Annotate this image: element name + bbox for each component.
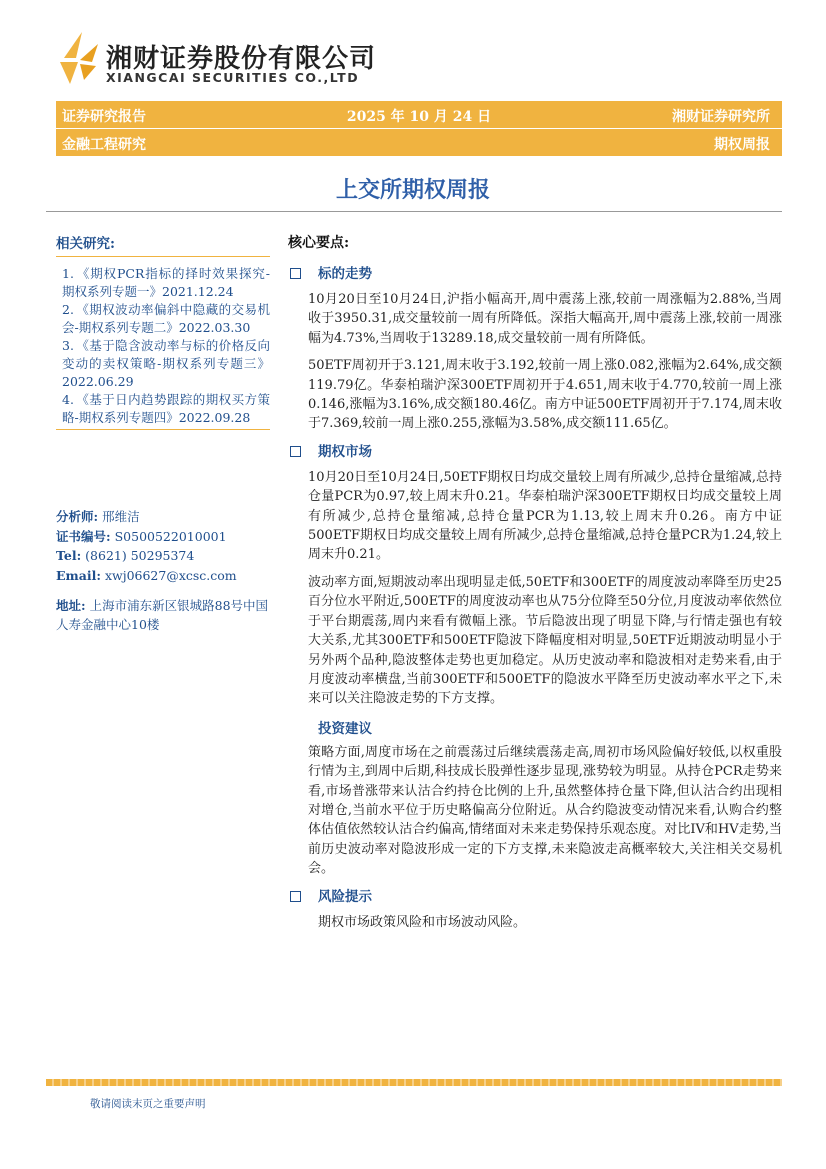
sidebar bbox=[56, 232, 270, 430]
report-field: 金融工程研究 bbox=[62, 137, 146, 153]
related-item[interactable]: 1. 《期权PCR指标的择时效果探究-期权系列专题一》2021.12.24 bbox=[62, 266, 270, 299]
report-header-bar bbox=[56, 101, 782, 128]
related-divider bbox=[56, 429, 270, 430]
subsection-heading: 投资建议 bbox=[318, 720, 372, 737]
analyst-label: 分析师: bbox=[56, 509, 99, 524]
checkbox-bullet-icon bbox=[290, 268, 301, 279]
related-item[interactable]: 4. 《基于日内趋势跟踪的期权买方策略-期权系列专题四》2022.09.28 bbox=[62, 392, 270, 425]
paragraph: 期权市场政策风险和市场波动风险。 bbox=[318, 914, 527, 930]
address-label: 地址: bbox=[56, 598, 86, 613]
address-text: 上海市浦东新区银城路88号中国人寿金融中心10楼 bbox=[56, 598, 269, 632]
footer-bar bbox=[46, 1079, 782, 1086]
report-date: 2025 年 10 月 24 日 bbox=[346, 109, 492, 125]
checkbox-bullet-icon bbox=[290, 891, 301, 902]
page-title: 上交所期权周报 bbox=[335, 178, 490, 203]
paragraph: 50ETF周初开于3.121,周末收于3.192,较前一周上涨0.082,涨幅为2.64%,成交额119.79亿。华泰柏瑞沪深300ETF周初开于4.651,周末收于4.770,较前一周上涨0.146,涨幅为3.16%,成交额180.46亿。南方中证500ETF周初开于7.174,周末收于7.369,较前一周上涨0.255,涨幅为3.58%,成交额111.65亿。 bbox=[308, 358, 782, 432]
paragraph: 波动率方面,短期波动率出现明显走低,50ETF和300ETF的周度波动率降至历史25百分位水平附近,500ETF的周度波动率也从75分位降至50分位,月度波动率依然位于平台期震荡,周内来看有微幅上涨。节后隐波出现了明显下降,与行情走强也有较大关系,尤其300ETF和500ETF隐波下降幅度相对明显,50ETF近期波动明显小于另外两个品种,隐波整体走势也更加稳定。从历史波动率和隐波相对走势来看,由于月度波动率横盘,当前300ETF和500ETF的隐波水平降至历史波动率水平之下,未来可以关注隐波走势的下方支撑。 bbox=[308, 574, 782, 707]
title-divider bbox=[46, 211, 782, 212]
address bbox=[56, 596, 270, 634]
report-category-bar bbox=[56, 129, 782, 156]
company-name-cn: 湘财证券股份有限公司 bbox=[106, 44, 377, 74]
paragraph: 10月20日至10月24日,沪指小幅高开,周中震荡上涨,较前一周涨幅为2.88%,当周收于3950.31,成交量较前一周有所降低。深指大幅高开,周中震荡上涨,较前一周涨幅为4.73%,当周收于13289.18,成交量较前一周有所降低。 bbox=[308, 292, 782, 346]
research-institute: 湘财证券研究所 bbox=[672, 109, 770, 125]
company-name-en: XIANGCAI SECURITIES CO.,LTD bbox=[106, 70, 360, 85]
section-heading: 期权市场 bbox=[288, 442, 782, 462]
footer-disclaimer: 敬请阅读末页之重要声明 bbox=[90, 1098, 206, 1110]
related-item[interactable]: 3. 《基于隐含波动率与标的价格反向变动的卖权策略-期权系列专题三》 2022.06.29 bbox=[62, 338, 270, 389]
cert-number: S0500522010001 bbox=[114, 528, 227, 544]
related-research-list bbox=[56, 265, 270, 427]
tel-number: (8621) 50295374 bbox=[85, 548, 195, 563]
email-link[interactable]: xwj06627@xcsc.com bbox=[104, 567, 237, 583]
core-points-heading: 核心要点: bbox=[288, 235, 350, 251]
email-label: Email: bbox=[56, 567, 101, 583]
analyst-info bbox=[56, 507, 270, 585]
analyst-name: 邢维洁 bbox=[102, 509, 140, 524]
company-logo-icon bbox=[56, 32, 100, 84]
section-heading: 标的走势 bbox=[288, 264, 782, 284]
report-type: 证券研究报告 bbox=[62, 109, 146, 125]
paragraph: 10月20日至10月24日,50ETF期权日均成交量较上周有所减少,总持仓量缩减,总持仓量PCR为0.97,较上周末升0.21。华泰柏瑞沪深300ETF期权日均成交量较上周有所减少,总持仓量缩减,总持仓量PCR为1.13,较上周末升0.26。南方中证500ETF期权日均成交量较上周有所减少,总持仓量缩减,总持仓量PCR为1.24,较上周末升0.21。 bbox=[308, 469, 782, 563]
checkbox-bullet-icon bbox=[290, 446, 301, 457]
tel-label: Tel: bbox=[56, 548, 82, 563]
report-series: 期权周报 bbox=[714, 137, 770, 153]
main-content bbox=[288, 232, 782, 940]
related-item[interactable]: 2. 《期权波动率偏斜中隐藏的交易机会-期权系列专题二》2022.03.30 bbox=[62, 302, 270, 335]
section-heading: 风险提示 bbox=[288, 887, 782, 907]
related-research-heading: 相关研究: bbox=[56, 232, 270, 257]
cert-label: 证书编号: bbox=[56, 528, 111, 544]
paragraph: 策略方面,周度市场在之前震荡过后继续震荡走高,周初市场风险偏好较低,以权重股行情为主,到周中后期,科技成长股弹性逐步显现,涨势较为明显。从持仓PCR走势来看,市场普涨带来认沽合约持仓比例的上升,虽然整体持仓量下降,但认沽合约出现相对增仓,当前水平位于历史略偏高分位附近。从合约隐波变动情况来看,认购合约整体估值依然较认沽合约偏高,情绪面对未来走势保持乐观态度。对比IV和HV走势,当前历史波动率对隐波形成一定的下方支撑,未来隐波走高概率较大,关注相关交易机会。 bbox=[308, 744, 782, 877]
